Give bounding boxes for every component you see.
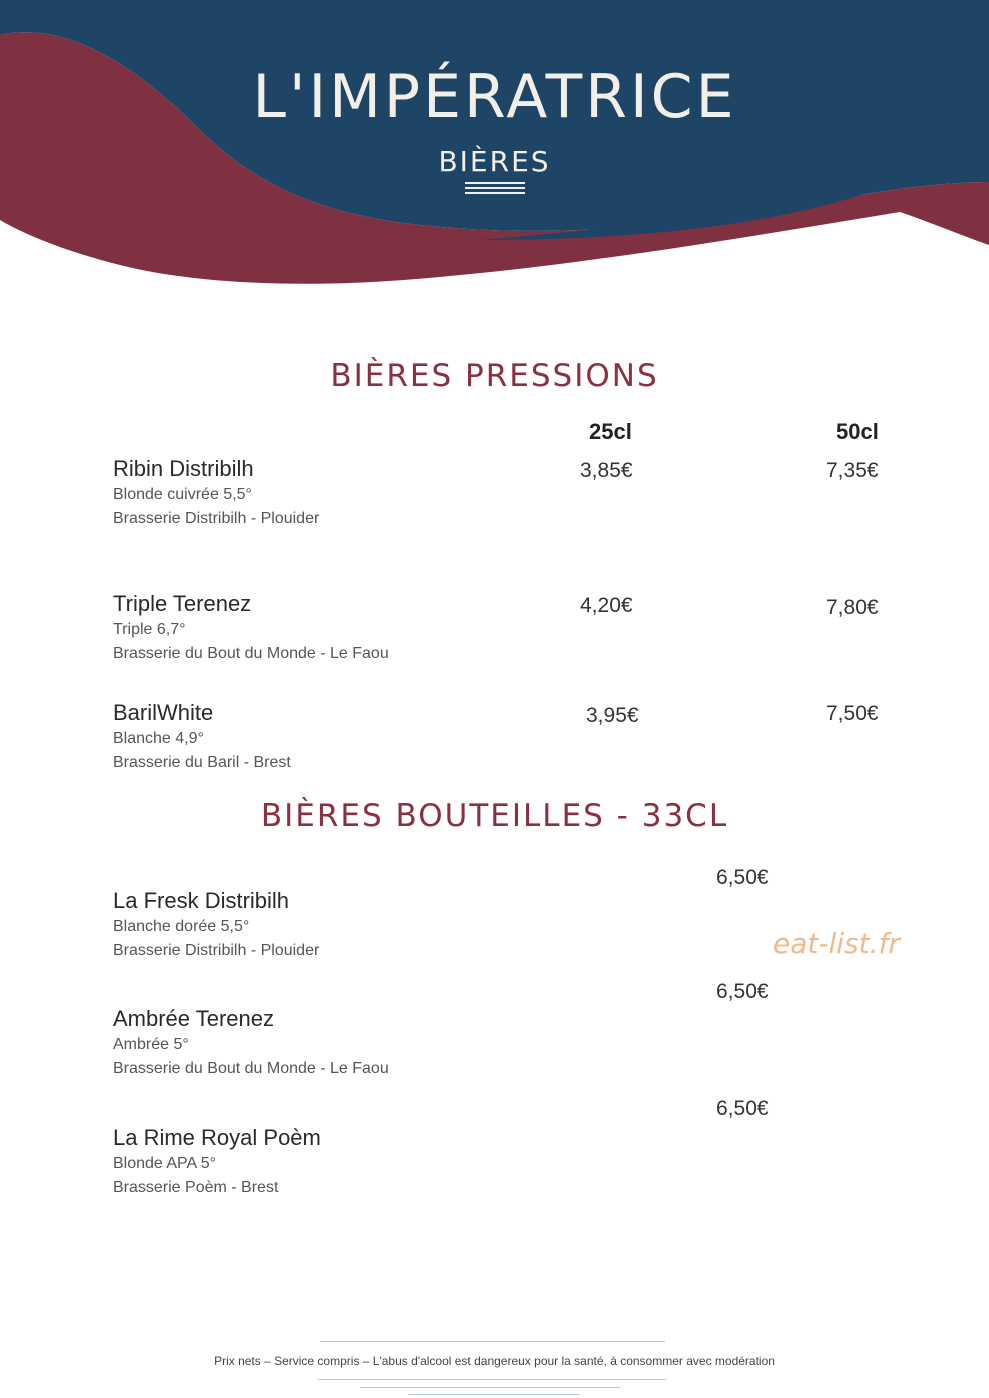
footer-divider-bottom-short	[360, 1387, 620, 1388]
price-25cl: 3,95€	[586, 704, 639, 727]
draft-item-barilwhite	[113, 699, 291, 775]
item-name: Ribin Distribilh	[113, 456, 254, 481]
price-50cl: 7,50€	[826, 702, 879, 725]
price-bottle: 6,50€	[716, 866, 769, 889]
item-brewery: Brasserie Distribilh - Plouider	[113, 510, 320, 527]
item-style: Blonde cuivrée 5,5°	[113, 486, 252, 503]
footer-divider-bottom	[318, 1379, 666, 1380]
item-brewery: Brasserie du Bout du Monde - Le Faou	[113, 645, 389, 662]
draft-item-ribin	[113, 455, 319, 531]
price-25cl: 3,85€	[580, 459, 633, 482]
item-brewery: Brasserie du Bout du Monde - Le Faou	[113, 1060, 389, 1077]
subtitle-decorative-lines	[465, 182, 525, 197]
restaurant-logo-title: L'IMPÉRATRICE	[252, 62, 737, 132]
footer-divider-bottom-shortest	[408, 1394, 580, 1395]
price-50cl: 7,80€	[826, 596, 879, 619]
item-name: Triple Terenez	[113, 591, 252, 616]
price-25cl: 4,20€	[580, 594, 633, 617]
menu-subtitle: BIÈRES	[438, 145, 551, 178]
item-name: La Rime Royal Poèm	[113, 1125, 321, 1150]
item-style: Blonde APA 5°	[113, 1155, 217, 1172]
bottle-item-la-rime-royal-poem	[113, 1124, 321, 1200]
bottle-item-ambree-terenez	[113, 1005, 389, 1081]
item-name: Ambrée Terenez	[113, 1006, 275, 1031]
draft-section-title: BIÈRES PRESSIONS	[330, 358, 659, 394]
item-name: La Fresk Distribilh	[113, 888, 290, 913]
item-style: Blanche 4,9°	[113, 730, 204, 747]
price-bottle: 6,50€	[716, 1097, 769, 1120]
bottles-section-title: BIÈRES BOUTEILLES - 33CL	[260, 798, 729, 834]
item-brewery: Brasserie Poèm - Brest	[113, 1179, 279, 1196]
item-style: Blanche dorée 5,5°	[113, 918, 250, 935]
footer-divider-top	[320, 1341, 665, 1342]
price-50cl: 7,35€	[826, 459, 879, 482]
watermark-text: eat-list.fr	[773, 927, 900, 960]
draft-item-triple-terenez	[113, 590, 389, 666]
item-brewery: Brasserie du Baril - Brest	[113, 754, 291, 771]
item-name: BarilWhite	[113, 700, 214, 725]
item-style: Triple 6,7°	[113, 621, 186, 638]
price-bottle: 6,50€	[716, 980, 769, 1003]
column-header-50cl: 50cl	[836, 419, 879, 444]
column-header-25cl: 25cl	[589, 419, 632, 444]
item-brewery: Brasserie Distribilh - Plouider	[113, 942, 320, 959]
footer-disclaimer: Prix nets – Service compris – L'abus d'alcool est dangereux pour la santé, à consommer avec modération	[214, 1354, 775, 1368]
bottle-item-la-fresk	[113, 887, 319, 963]
item-style: Ambrée 5°	[113, 1036, 189, 1053]
